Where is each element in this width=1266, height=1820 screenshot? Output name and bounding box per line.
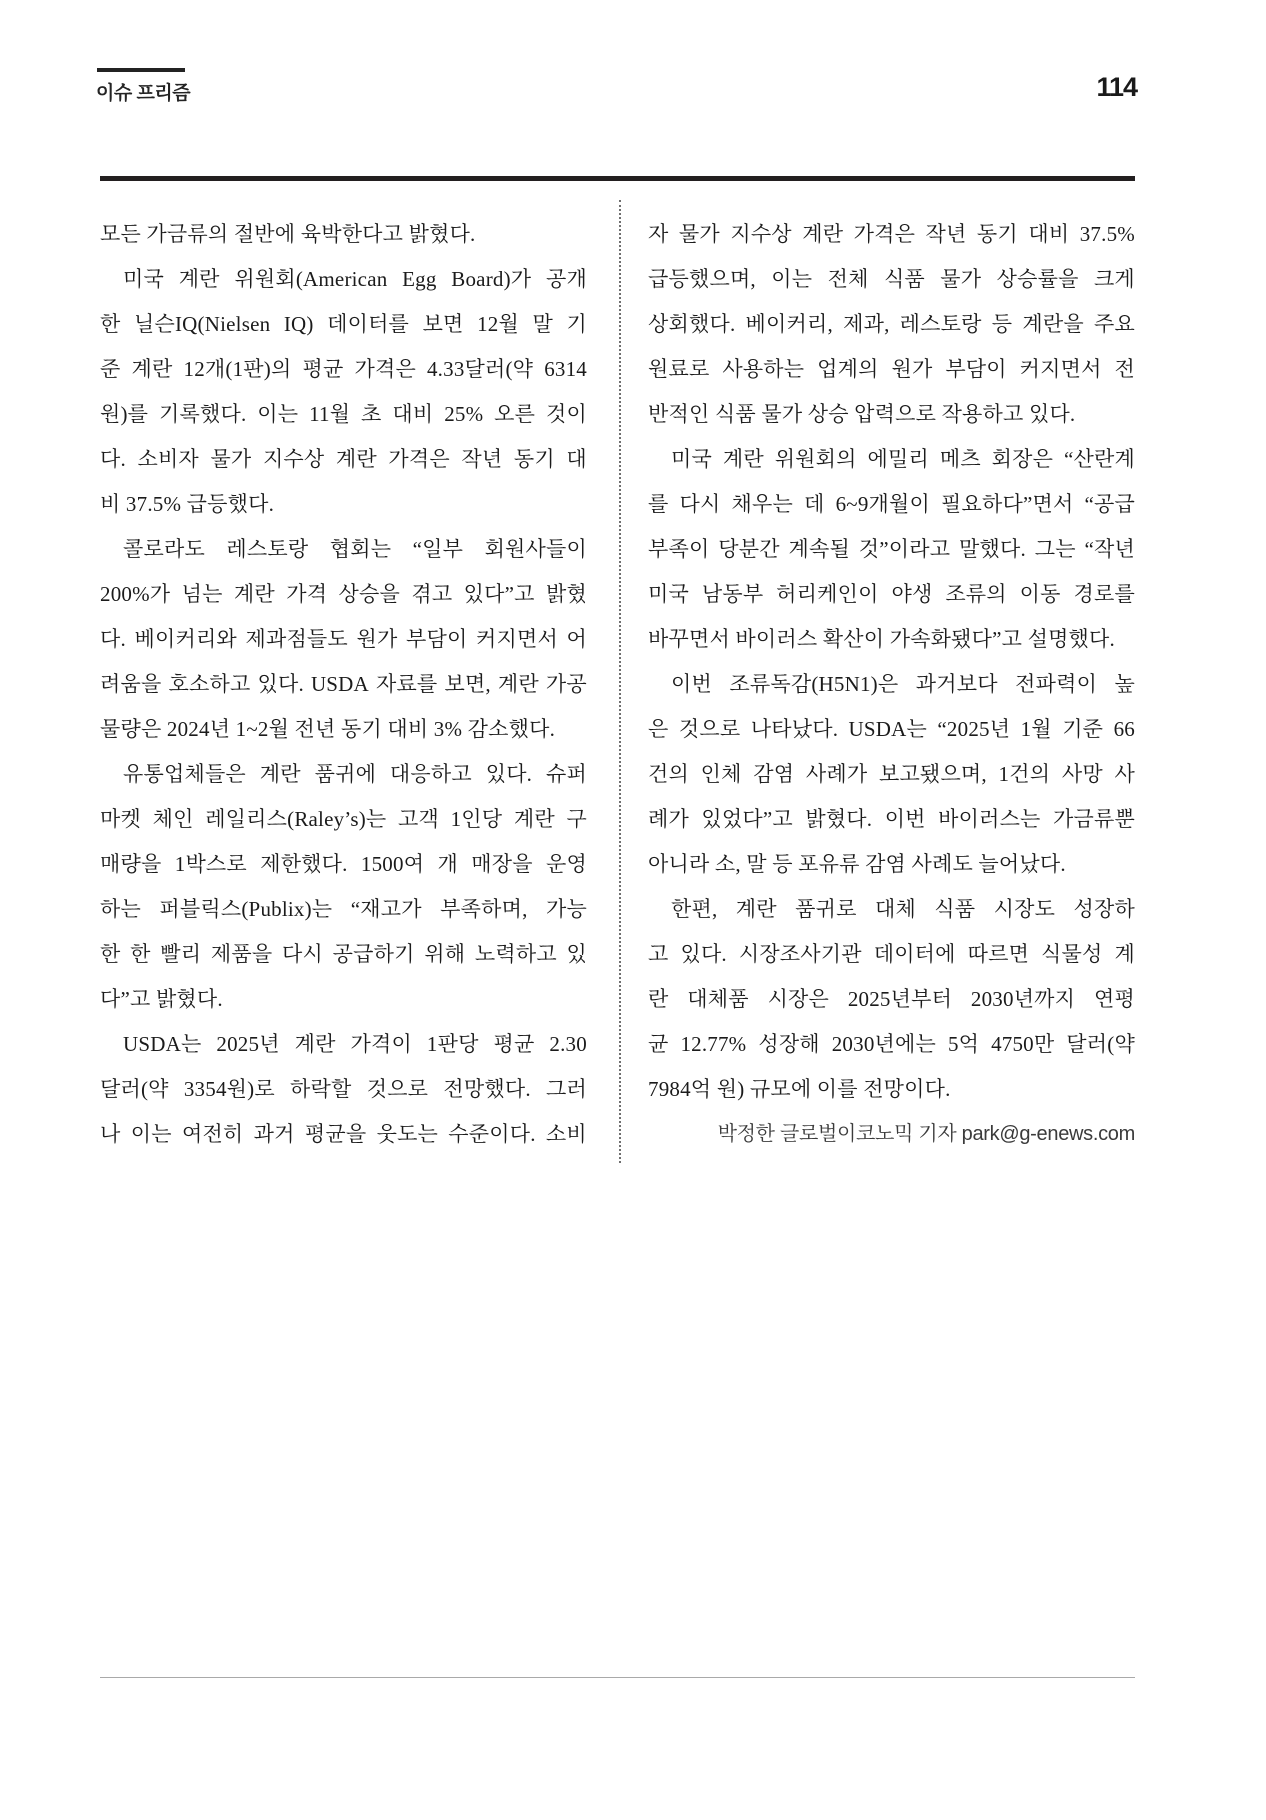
text-line: 한 한 빨리 제품을 다시 공급하기 위해 노력하고 있 [100, 942, 587, 966]
text-line: 달러(약 3354원)로 하락할 것으로 전망했다. 그러 [100, 1077, 587, 1101]
text-line: 하는 퍼블릭스(Publix)는 “재고가 부족하며, 가능 [100, 897, 587, 921]
text-line: 다. 베이커리와 제과점들도 원가 부담이 커지면서 어 [100, 627, 587, 651]
text-line: 급등했으며, 이는 전체 식품 물가 상승률을 크게 [648, 267, 1135, 291]
text-line: 은 것으로 나타났다. USDA는 “2025년 1월 기준 66 [648, 717, 1135, 741]
text-line: 건의 인체 감염 사례가 보고됐으며, 1건의 사망 사 [648, 762, 1135, 786]
text-line: 려움을 호소하고 있다. USDA 자료를 보면, 계란 가공 [100, 672, 587, 696]
article-column-left [100, 212, 587, 1157]
text-line: 다”고 밝혔다. [100, 987, 223, 1011]
text-line: 한 닐슨IQ(Nielsen IQ) 데이터를 보면 12월 말 기 [100, 312, 587, 336]
text-line: 미국 계란 위원회(American Egg Board)가 공개 [123, 267, 587, 291]
text-line: 자 물가 지수상 계란 가격은 작년 동기 대비 37.5% [648, 222, 1135, 246]
text-line: 물량은 2024년 1~2월 전년 동기 대비 3% 감소했다. [100, 717, 556, 741]
article-column-right [648, 212, 1135, 1157]
text-line: 원)를 기록했다. 이는 11월 초 대비 25% 오른 것이 [100, 402, 587, 426]
text-line: 나 이는 여전히 과거 평균을 웃도는 수준이다. 소비 [100, 1122, 587, 1146]
text-line: 고 있다. 시장조사기관 데이터에 따르면 식물성 계 [648, 942, 1135, 966]
text-line: 매량을 1박스로 제한했다. 1500여 개 매장을 운영 [100, 852, 587, 876]
text-line: 모든 가금류의 절반에 육박한다고 밝혔다. [100, 222, 476, 246]
text-line: 상회했다. 베이커리, 제과, 레스토랑 등 계란을 주요 [648, 312, 1135, 336]
footer-rule [100, 1677, 1135, 1678]
text-line: 이번 조류독감(H5N1)은 과거보다 전파력이 높 [671, 672, 1135, 696]
text-line: 반적인 식품 물가 상승 압력으로 작용하고 있다. [648, 402, 1076, 426]
text-line: 를 다시 채우는 데 6~9개월이 필요하다”면서 “공급 [648, 492, 1135, 516]
text-line: 비 37.5% 급등했다. [100, 492, 275, 516]
text-line: 콜로라도 레스토랑 협회는 “일부 회원사들이 [123, 537, 587, 561]
text-line: 다. 소비자 물가 지수상 계란 가격은 작년 동기 대 [100, 447, 587, 471]
text-line: USDA는 2025년 계란 가격이 1판당 평균 2.30 [123, 1032, 587, 1056]
column-divider [619, 200, 621, 1163]
byline: 박정한 글로벌이코노믹 기자 park@g-enews.com [717, 1123, 1135, 1145]
section-label: 이슈 프리즘 [96, 83, 191, 104]
text-line: 준 계란 12개(1판)의 평균 가격은 4.33달러(약 6314 [100, 357, 587, 381]
text-line: 유통업체들은 계란 품귀에 대응하고 있다. 슈퍼 [123, 762, 587, 786]
text-line: 미국 계란 위원회의 에밀리 메츠 회장은 “산란계 [671, 447, 1135, 471]
text-line: 7984억 원) 규모에 이를 전망이다. [648, 1077, 951, 1101]
text-line: 부족이 당분간 계속될 것”이라고 말했다. 그는 “작년 [648, 537, 1135, 561]
text-line: 원료로 사용하는 업계의 원가 부담이 커지면서 전 [648, 357, 1135, 381]
text-line: 마켓 체인 레일리스(Raley’s)는 고객 1인당 계란 구 [100, 807, 587, 831]
text-line: 례가 있었다”고 밝혔다. 이번 바이러스는 가금류뿐 [648, 807, 1135, 831]
text-line: 아니라 소, 말 등 포유류 감염 사례도 늘어났다. [648, 852, 1066, 876]
text-line: 한편, 계란 품귀로 대체 식품 시장도 성장하 [671, 897, 1135, 921]
kicker-rule [97, 68, 185, 72]
text-line: 200%가 넘는 계란 가격 상승을 겪고 있다”고 밝혔 [100, 582, 587, 606]
text-line: 균 12.77% 성장해 2030년에는 5억 4750만 달러(약 [648, 1032, 1135, 1056]
page-number: 114 [1096, 72, 1137, 102]
text-line: 바꾸면서 바이러스 확산이 가속화됐다”고 설명했다. [648, 627, 1115, 651]
text-line: 란 대체품 시장은 2025년부터 2030년까지 연평 [648, 987, 1135, 1011]
header-divider-rule [100, 176, 1135, 181]
text-line: 미국 남동부 허리케인이 야생 조류의 이동 경로를 [648, 582, 1135, 606]
